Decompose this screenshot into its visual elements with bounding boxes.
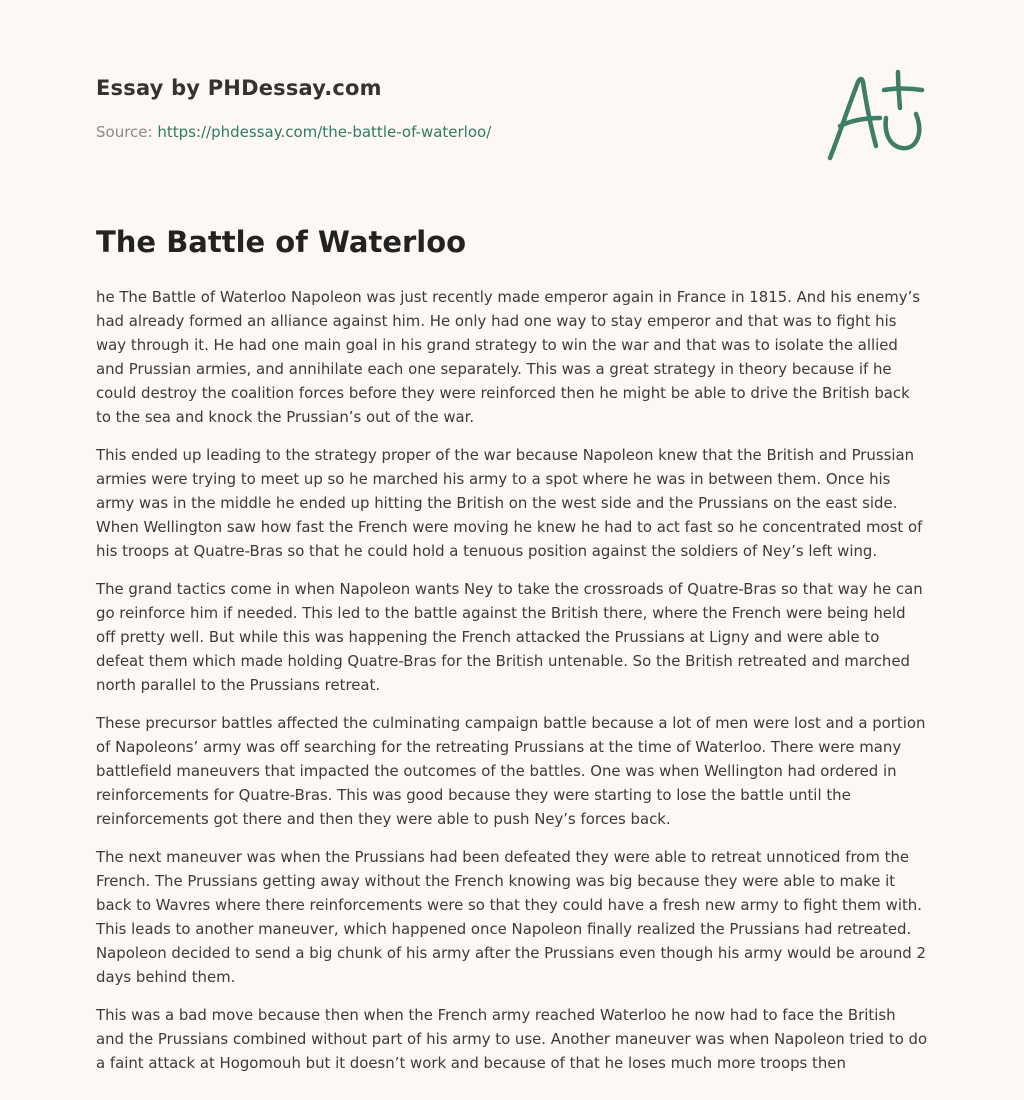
essay-paragraph: The grand tactics come in when Napoleon wants Ney to take the crossroads of Quatre-Bras so that way he can go reinforce him if needed. This led to the battle against the British there, where the French were being held off pretty well. But while this was happening the French attacked the Prussians at Ligny and were able to defeat them which made holding Quatre-Bras for the British untenable. So the British retreated and marched north parallel to the Prussians retreat. bbox=[96, 580, 923, 694]
source-link[interactable]: https://phdessay.com/the-battle-of-waterloo/ bbox=[157, 123, 492, 141]
source-line bbox=[96, 123, 491, 141]
essay-title: The Battle of Waterloo bbox=[96, 225, 467, 259]
a-plus-logo-icon bbox=[824, 68, 928, 164]
essay-paragraph: This was a bad move because then when the French army reached Waterloo he now had to face the British and the Prussians combined without part of his army to use. Another maneuver was when Napoleon tried to do a faint attack at Hogomouh but it doesn’t work and because of that he loses much more troops then bbox=[96, 1006, 928, 1072]
source-label: Source: bbox=[96, 123, 158, 141]
site-brand: Essay by PHDessay.com bbox=[96, 76, 382, 100]
essay-paragraph: he The Battle of Waterloo Napoleon was just recently made emperor again in France in 1815. And his enemy’s had already formed an alliance against him. He only had one way to stay emperor and that was to fight his way through it. He had one main goal in his grand strategy to win the war and that was to isolate the allied and Prussian armies, and annihilate each one separately. This was a great strategy in theory because if he could destroy the coalition forces before they were reinforced then he might be able to drive the British back to the sea and knock the Prussian’s out of the war. bbox=[96, 288, 921, 426]
essay-paragraph: These precursor battles affected the culminating campaign battle because a lot of men were lost and a portion of Napoleons’ army was off searching for the retreating Prussians at the time of Waterloo. There were many battlefield maneuvers that impacted the outcomes of the battles. One was when Wellington had ordered in reinforcements for Quatre-Bras. This was good because they were starting to lose the battle until the reinforcements got there and then they were able to push Ney’s forces back. bbox=[96, 714, 926, 828]
essay-paragraph: The next maneuver was when the Prussians had been defeated they were able to retreat unnoticed from the French. The Prussians getting away without the French knowing was big because they were able to make it back to Wavres where there reinforcements were so that they could have a fresh new army to fight them with. This leads to another maneuver, which happened once Napoleon finally realized the Prussians had retreated. Napoleon decided to send a big chunk of his army after the Prussians even though his army would be around 2 days behind them. bbox=[96, 848, 926, 986]
essay-body bbox=[96, 285, 928, 1089]
essay-paragraph: This ended up leading to the strategy proper of the war because Napoleon knew that the British and Prussian armies were trying to meet up so he marched his army to a spot where he was in between them. Once his army was in the middle he ended up hitting the British on the west side and the Prussians on the east side. When Wellington saw how fast the French were moving he knew he had to act fast so he concentrated most of his troops at Quatre-Bras so that he could hold a tenuous position against the soldiers of Ney’s left wing. bbox=[96, 446, 923, 560]
